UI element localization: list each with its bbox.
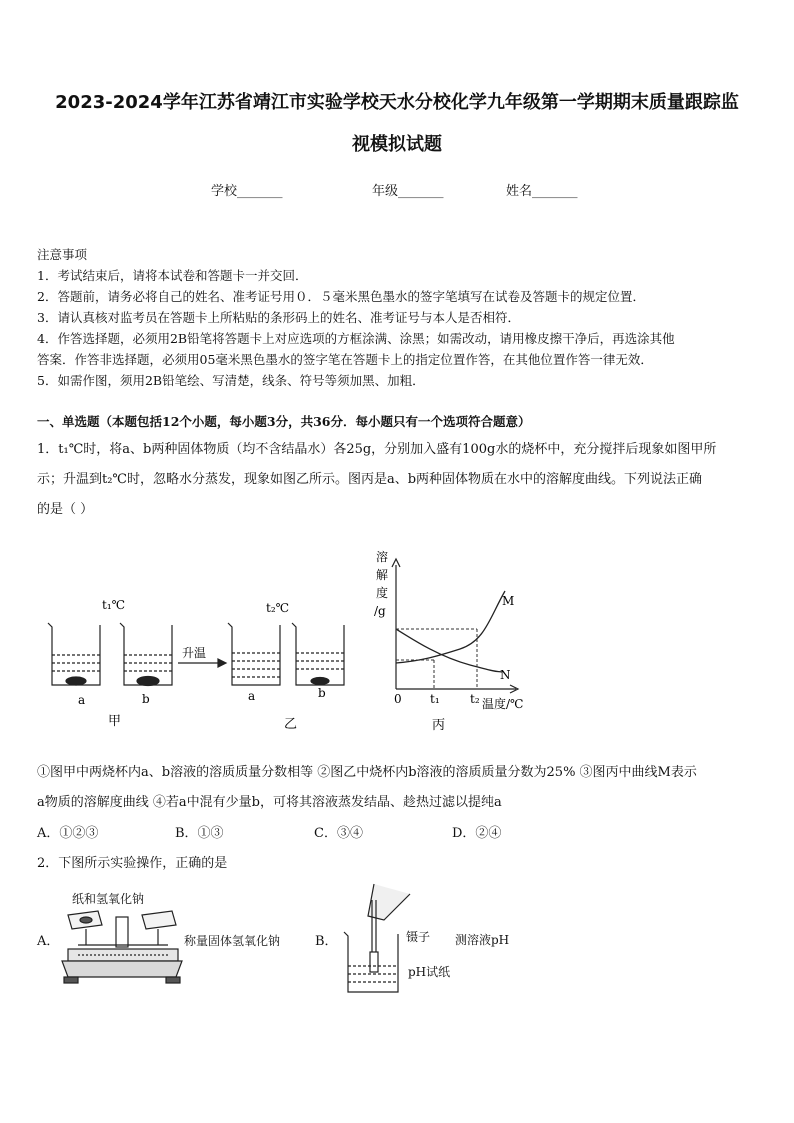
name-field: 姓名_______: [506, 184, 578, 199]
solubility-graph: [374, 549, 523, 733]
q1-option-d[interactable]: D．②④: [452, 826, 502, 841]
label-t2: t₂℃: [266, 601, 290, 615]
label-b: b: [142, 692, 150, 706]
label-yi: 乙: [284, 717, 298, 732]
q2-stem: 2．下图所示实验操作，正确的是: [37, 856, 228, 871]
school-field: 学校_______: [211, 184, 283, 199]
tick-t1: t₁: [430, 692, 440, 706]
label-a: a: [248, 689, 256, 703]
curve-N: [396, 629, 502, 672]
q1-stem-line: 1．t₁℃时，将a、b两种固体物质（均不含结晶水）各25g，分别加入盛有100g水的烧杯中，充分搅拌后现象如图甲所: [37, 442, 717, 457]
label-bing: 丙: [432, 718, 446, 733]
balance-illustration: [58, 905, 186, 987]
heating-arrow: [178, 659, 226, 667]
note-item: 5．如需作图，须用2B铅笔绘、写清楚，线条、符号等须加黑、加粗．: [37, 373, 425, 388]
ph-description: 测溶液pH: [455, 933, 510, 947]
note-item: 3．请认真核对监考员在答题卡上所粘贴的条形码上的姓名、准考证号与本人是否相符．: [37, 310, 520, 325]
q1-stem-line: 的是（ ）: [37, 502, 94, 517]
exam-title-line1: 2023-2024学年江苏省靖江市实验学校天水分校化学九年级第一学期期末质量跟踪监: [55, 92, 739, 113]
q2-option-b[interactable]: B．: [315, 934, 338, 949]
beaker-jia-b: [120, 623, 172, 686]
curve-N-label: N: [500, 668, 511, 682]
note-item: 2．答题前，请务必将自己的姓名、准考证号用０．５毫米黑色墨水的签字笔填写在试卷及答题卡的规定位置．: [37, 289, 645, 304]
ylabel: 溶: [376, 550, 389, 564]
ylabel: 解: [376, 568, 389, 582]
section-heading: 一、单选题（本题包括12个小题，每小题3分，共36分．每小题只有一个选项符合题意）: [37, 414, 531, 429]
q1-statements: a物质的溶解度曲线 ④若a中混有少量b，可将其溶液蒸发结晶、趁热过滤以提纯a: [37, 795, 502, 810]
q1-option-a[interactable]: A．①②③: [37, 826, 99, 841]
ylabel: 度: [376, 586, 389, 600]
ylabel: /g: [374, 604, 386, 618]
balance-caption: 纸和氢氧化钠: [72, 892, 145, 906]
q1-stem-line: 示；升温到t₂℃时，忽略水分蒸发，现象如图乙所示。图丙是a、b两种固体物质在水中的溶解度曲线。下列说法正确: [37, 472, 703, 487]
q1-option-c[interactable]: C．③④: [314, 826, 363, 841]
label-t1: t₁℃: [102, 598, 126, 612]
notes-heading: 注意事项: [37, 247, 88, 262]
label-a: a: [78, 693, 86, 707]
curve-M-label: M: [502, 594, 515, 608]
q1-statements: ①图甲中两烧杯内a、b溶液的溶质质量分数相等 ②图乙中烧杯内b溶液的溶质质量分数为25% ③图丙中曲线M表示: [37, 765, 697, 780]
beaker-yi-b: [292, 623, 344, 685]
q1-figure: [40, 545, 540, 745]
q2-option-a[interactable]: A．: [37, 934, 60, 949]
q1-option-b[interactable]: B．①③: [175, 826, 224, 841]
curve-M: [396, 591, 505, 663]
note-item: 1．考试结束后，请将本试卷和答题卡一并交回．: [37, 268, 308, 283]
balance-description: 称量固体氢氧化钠: [184, 934, 281, 948]
x-axis-label: 温度/℃: [482, 697, 524, 711]
beaker-yi-a: [228, 623, 280, 685]
tick-t2: t₂: [470, 692, 480, 706]
note-item: 答案．作答非选择题，必须用05毫米黑色墨水的签字笔在答题卡上的指定位置作答，在其他位置作答一律无效．: [37, 352, 653, 367]
tweezers-label: 镊子: [406, 930, 431, 944]
grade-field: 年级_______: [372, 184, 444, 199]
label-heat: 升温: [182, 646, 207, 660]
exam-title-line2: 视模拟试题: [352, 134, 442, 155]
ph-paper-label: pH试纸: [408, 965, 451, 979]
label-jia: 甲: [108, 714, 122, 729]
origin-label: 0: [394, 692, 402, 706]
beaker-jia-a: [48, 623, 100, 685]
label-b: b: [318, 686, 326, 700]
note-item: 4．作答选择题，必须用2B铅笔将答题卡上对应选项的方框涂满、涂黑；如需改动，请用橡皮擦干净后，再选涂其他: [37, 331, 675, 346]
